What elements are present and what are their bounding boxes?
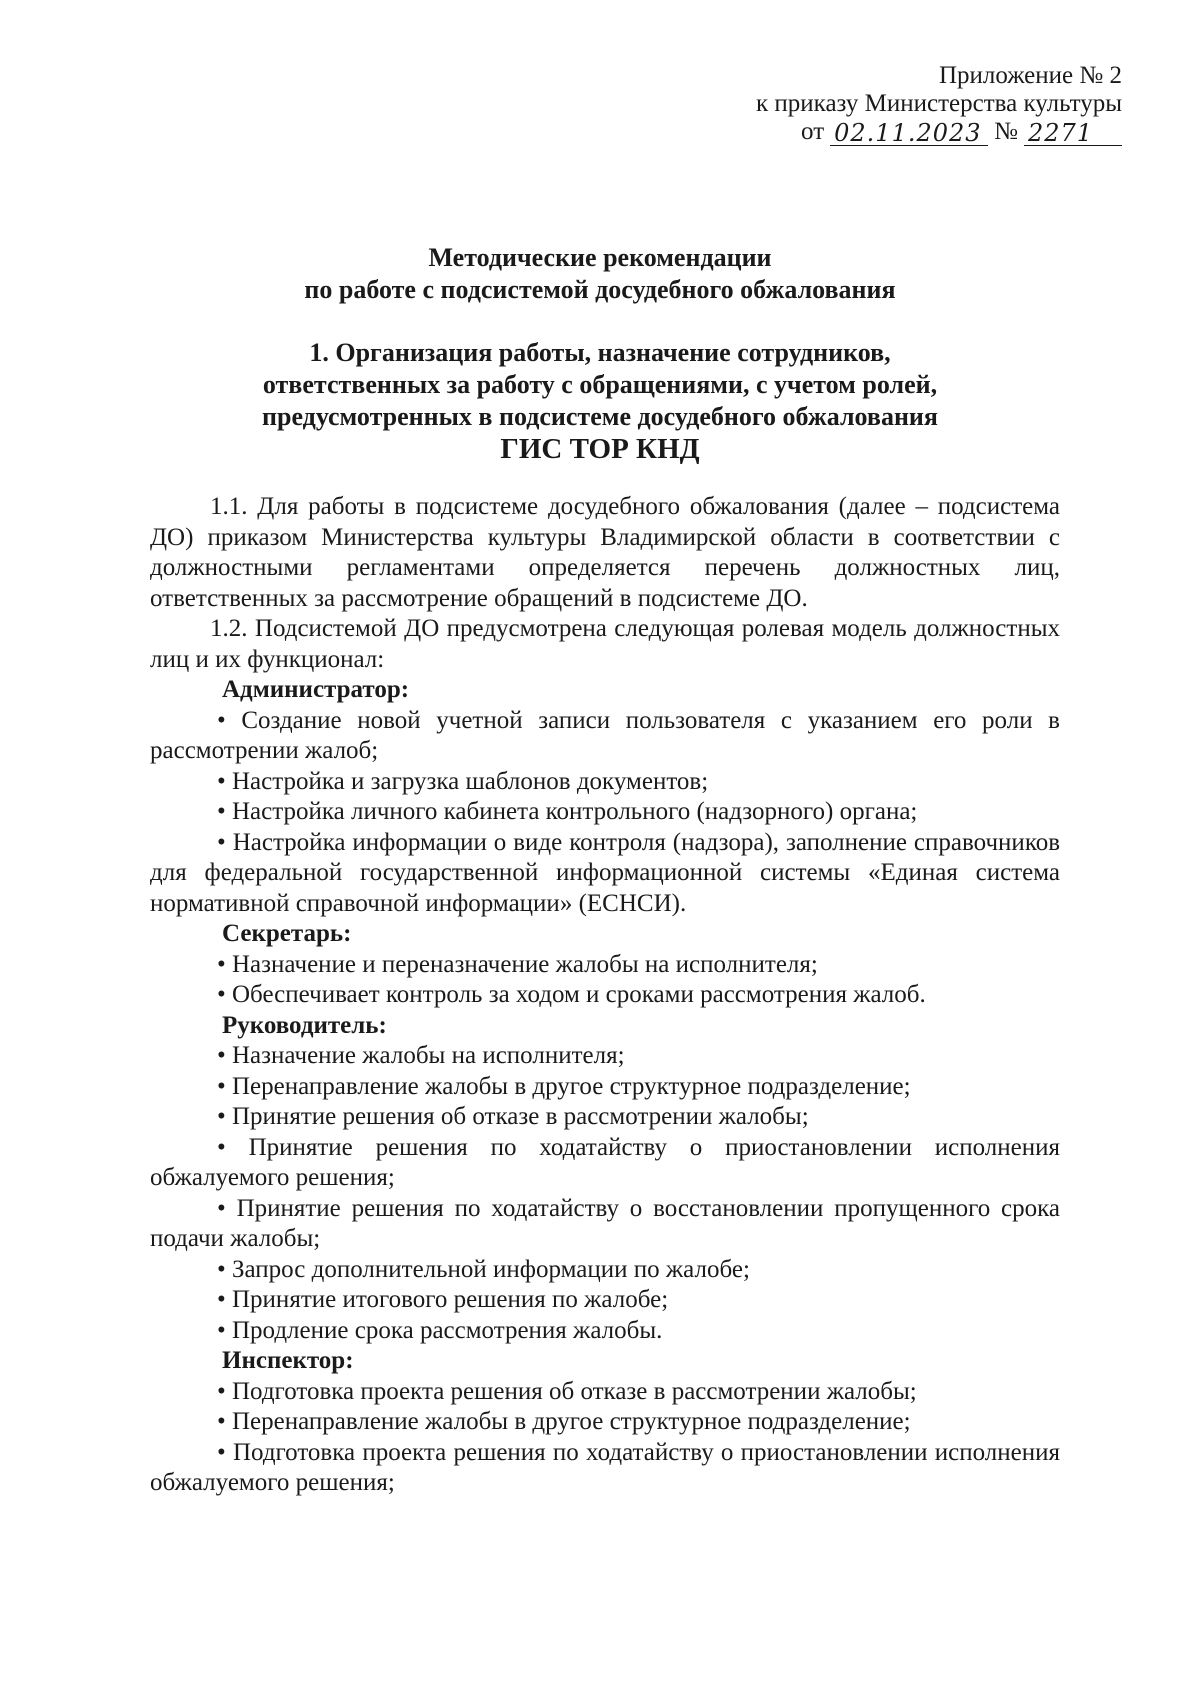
attachment-title: Приложение № 2: [938, 62, 1122, 89]
section-heading-line-4: ГИС ТОР КНД: [500, 433, 700, 465]
list-item: • Перенаправление жалобы в другое структурное подразделение;: [217, 1408, 911, 1435]
attachment-header: [756, 62, 1122, 146]
list-item: • Перенаправление жалобы в другое структурное подразделение;: [217, 1072, 911, 1100]
list-item: • Назначение и переназначение жалобы на исполнителя;: [217, 950, 818, 978]
list-item: • Принятие решения по ходатайству о восстановлении пропущенного срока подачи жалобы;: [150, 1194, 1060, 1252]
list-item: • Настройка информации о виде контроля (надзора), заполнение справочников для федеральной государственной информационной системы «Единая система нормативной справочной информации» (ЕСНСИ).: [150, 828, 1060, 917]
list-item: • Принятие итогового решения по жалобе;: [217, 1286, 669, 1313]
handwritten-number: 2271: [1024, 121, 1122, 146]
paragraph-1-1: 1.1. Для работы в подсистеме досудебного обжалования (далее – подсистема ДО) приказом Министерства культуры Владимирской области в соответствии с должностными регламентами определяется перечень должностных лиц, ответственных за рассмотрение обращений в подсистеме ДО.: [150, 493, 1060, 612]
attachment-date-number: [756, 118, 1122, 146]
role-heading-inspector: Инспектор:: [222, 1347, 354, 1374]
role-heading-secretary: Секретарь:: [222, 920, 352, 947]
list-item: • Настройка и загрузка шаблонов документов;: [217, 767, 709, 795]
from-label: от: [801, 118, 825, 145]
list-item: • Создание новой учетной записи пользователя с указанием его роли в рассмотрении жалоб;: [150, 706, 1060, 764]
list-item: • Принятие решения по ходатайству о приостановлении исполнения обжалуемого решения;: [150, 1133, 1060, 1191]
document-body: [150, 492, 1060, 1499]
attachment-order-ref: к приказу Министерства культуры: [756, 90, 1122, 117]
title-line-1: Методические рекомендации: [428, 243, 772, 272]
paragraph-1-2: 1.2. Подсистемой ДО предусмотрена следующая ролевая модель должностных лиц и их функционал:: [150, 615, 1060, 673]
list-item: • Обеспечивает контроль за ходом и сроками рассмотрения жалоб.: [217, 981, 926, 1008]
section-heading-line-1: 1. Организация работы, назначение сотрудников,: [309, 338, 891, 367]
section-heading: [140, 337, 1060, 465]
list-item: • Назначение жалобы на исполнителя;: [217, 1042, 625, 1069]
handwritten-date: 02.11.2023: [830, 121, 988, 146]
section-heading-line-3: предусмотренных в подсистеме досудебного обжалования: [262, 402, 938, 431]
role-heading-administrator: Администратор:: [222, 676, 410, 703]
list-item: • Настройка личного кабинета контрольного (надзорного) органа;: [217, 798, 918, 825]
section-heading-line-2: ответственных за работу с обращениями, с учетом ролей,: [262, 370, 938, 399]
list-item: • Принятие решения об отказе в рассмотрении жалобы;: [217, 1103, 809, 1130]
role-heading-head: Руководитель:: [222, 1011, 387, 1039]
list-item: • Подготовка проекта решения по ходатайству о приостановлении исполнения обжалуемого решения;: [150, 1438, 1060, 1496]
list-item: • Запрос дополнительной информации по жалобе;: [217, 1255, 750, 1283]
document-title: [140, 242, 1060, 306]
title-line-2: по работе с подсистемой досудебного обжалования: [304, 275, 896, 304]
number-label: №: [994, 118, 1018, 145]
list-item: • Подготовка проекта решения об отказе в рассмотрении жалобы;: [217, 1377, 917, 1405]
list-item: • Продление срока рассмотрения жалобы.: [217, 1316, 663, 1344]
